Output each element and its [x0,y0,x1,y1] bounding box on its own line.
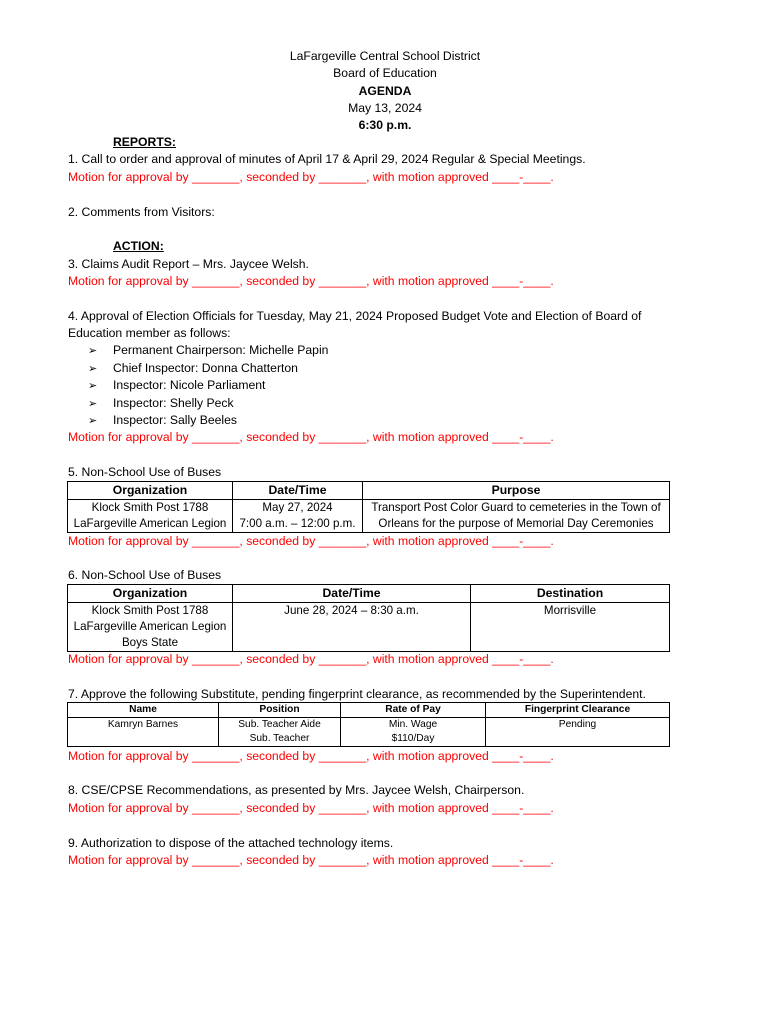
board-name: Board of Education [333,66,437,81]
arrow-bullet-icon: ➢ [88,415,98,427]
column-header: Rate of Pay [341,703,486,718]
column-header: Position [219,703,341,718]
arrow-bullet-icon: ➢ [88,363,98,375]
item-2: 2. Comments from Visitors: [68,205,215,219]
datetime-cell: May 27, 2024 7:00 a.m. – 12:00 p.m. [233,500,363,533]
table-row [68,500,670,533]
column-header: Organization [68,482,233,500]
bus-use-table-1 [67,481,670,533]
meeting-time: 6:30 p.m. [358,118,412,133]
item-4-line-1: 4. Approval of Election Officials for Tuesday, May 21, 2024 Proposed Budget Vote and Election of Board of [68,309,642,323]
official-list-item: ➢ Chief Inspector: Donna Chatterton [88,360,298,378]
rate-cell: Min. Wage $110/Day [341,718,486,747]
motion-line-9: Motion for approval by _______, seconded by _______, with motion approved ____-____. [68,853,554,867]
item-1: 1. Call to order and approval of minutes of April 17 & April 29, 2024 Regular & Special Meetings. [68,152,586,166]
item-9: 9. Authorization to dispose of the attached technology items. [68,836,394,850]
arrow-bullet-icon: ➢ [88,345,98,357]
substitute-table [67,702,670,747]
item-8: 8. CSE/CPSE Recommendations, as presented by Mrs. Jaycee Welsh, Chairperson. [68,783,525,797]
motion-line-5: Motion for approval by _______, seconded by _______, with motion approved ____-____. [68,534,554,548]
item-3: 3. Claims Audit Report – Mrs. Jaycee Welsh. [68,257,309,271]
datetime-cell: June 28, 2024 – 8:30 a.m. [233,603,471,652]
item-6: 6. Non-School Use of Buses [68,568,222,582]
item-4-line-2: Education member as follows: [68,326,231,340]
official-list-item: ➢ Inspector: Nicole Parliament [88,377,265,395]
clearance-cell: Pending [486,718,670,747]
motion-line-8: Motion for approval by _______, seconded by _______, with motion approved ____-____. [68,801,554,815]
motion-line-6: Motion for approval by _______, seconded by _______, with motion approved ____-____. [68,652,554,666]
column-header: Fingerprint Clearance [486,703,670,718]
purpose-cell: Transport Post Color Guard to cemeteries in the Town of Orleans for the purpose of Memorial Day Ceremonies [363,500,670,533]
motion-line-4: Motion for approval by _______, seconded by _______, with motion approved ____-____. [68,430,554,444]
motion-line-1: Motion for approval by _______, seconded by _______, with motion approved ____-____. [68,170,554,184]
reports-heading: REPORTS: [113,135,176,149]
organization-cell: Klock Smith Post 1788 LaFargeville American Legion [68,500,233,533]
table-row [68,718,670,747]
destination-cell: Morrisville [471,603,670,652]
action-heading: ACTION: [113,239,164,253]
official-list-item: ➢ Permanent Chairperson: Michelle Papin [88,342,328,360]
meeting-date: May 13, 2024 [348,100,422,115]
column-header: Date/Time [233,585,471,603]
document-header [0,48,770,134]
agenda-title: AGENDA [358,83,412,98]
official-list-item: ➢ Inspector: Sally Beeles [88,412,237,430]
organization-cell: Klock Smith Post 1788 LaFargeville American Legion Boys State [68,603,233,652]
position-cell: Sub. Teacher Aide Sub. Teacher [219,718,341,747]
item-5: 5. Non-School Use of Buses [68,465,222,479]
name-cell: Kamryn Barnes [68,718,219,747]
arrow-bullet-icon: ➢ [88,398,98,410]
column-header: Purpose [363,482,670,500]
official-list-item: ➢ Inspector: Shelly Peck [88,395,234,413]
table-row [68,603,670,652]
column-header: Name [68,703,219,718]
item-7: 7. Approve the following Substitute, pending fingerprint clearance, as recommended by the Superintendent. [68,687,646,701]
arrow-bullet-icon: ➢ [88,380,98,392]
district-name: LaFargeville Central School District [289,49,481,63]
column-header: Organization [68,585,233,603]
bus-use-table-2 [67,584,670,652]
column-header: Destination [471,585,670,603]
motion-line-7: Motion for approval by _______, seconded by _______, with motion approved ____-____. [68,749,554,763]
motion-line-3: Motion for approval by _______, seconded by _______, with motion approved ____-____. [68,274,554,288]
column-header: Date/Time [233,482,363,500]
